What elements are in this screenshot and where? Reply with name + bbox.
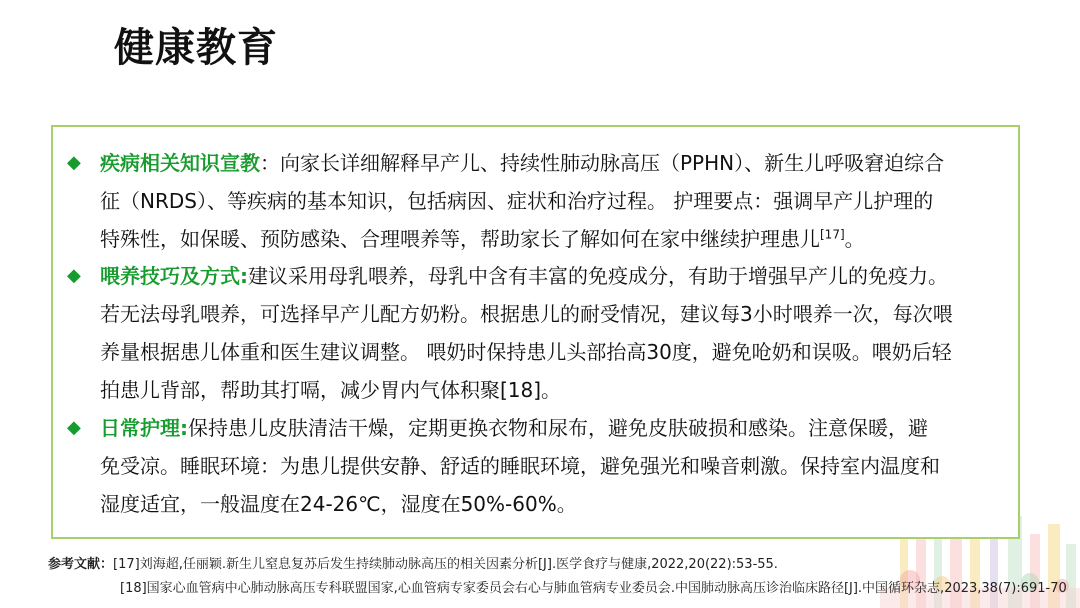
item-heading: 日常护理: xyxy=(100,416,188,440)
item-text-line: 若无法母乳喂养，可选择早产儿配方奶粉。根据患儿的耐受情况，建议每3小时喂养一次，每次喂 xyxy=(100,302,953,326)
item-heading: 喂养技巧及方式: xyxy=(100,264,248,288)
item-text-line: 免受凉。睡眠环境：为患儿提供安静、舒适的睡眠环境，避免强光和噪音刺激。保持室内温度和 xyxy=(100,454,940,478)
reference-17: [17]刘海超,任丽颖.新生儿窒息复苏后发生持续肺动脉高压的相关因素分析[J].医学食疗与健康,2022,20(22):53-55. xyxy=(113,557,778,572)
item-text-line: ：向家长详细解释早产儿、持续性肺动脉高压（PPHN）、新生儿呼吸窘迫综合 xyxy=(260,151,945,175)
list-item-daily-care xyxy=(67,409,1007,523)
diamond-bullet-icon: ◆ xyxy=(67,152,81,173)
item-text-line: 征（NRDS）、等疾病的基本知识，包括病因、症状和治疗过程。 护理要点：强调早产儿护理的 xyxy=(100,189,934,213)
item-text-line: 湿度适宜，一般温度在24-26℃，湿度在50%-60%。 xyxy=(100,492,577,516)
reference-line xyxy=(48,553,1080,577)
item-text-line: 拍患儿背部，帮助其打嗝，减少胃内气体积聚[18]。 xyxy=(100,378,562,402)
reference-line xyxy=(48,577,1080,601)
content-panel xyxy=(51,125,1020,539)
list-item-feeding-techniques xyxy=(67,257,1007,409)
item-text-ending: 。 xyxy=(844,227,865,251)
page-title: 健康教育 xyxy=(114,25,278,71)
reference-18: [18]国家心血管病中心肺动脉高压专科联盟国家,心血管病专家委员会右心与肺血管病专业委员会.中国肺动脉高压诊治临床路径[J].中国循环杂志,2023,38(7):691-70 xyxy=(120,581,1067,596)
diamond-bullet-icon: ◆ xyxy=(67,417,81,438)
item-text-line: 养量根据患儿体重和医生建议调整。 喂奶时保持患儿头部抬高30度，避免呛奶和误吸。喂奶后轻 xyxy=(100,340,952,364)
list-item-disease-education xyxy=(67,144,1007,258)
diamond-bullet-icon: ◆ xyxy=(67,265,81,286)
item-heading: 疾病相关知识宣教 xyxy=(100,151,260,175)
citation-superscript: [17] xyxy=(820,227,845,242)
references-label: 参考文献： xyxy=(48,557,114,572)
references-section xyxy=(48,553,1080,601)
item-text-line: 保持患儿皮肤清洁干燥，定期更换衣物和尿布，避免皮肤破损和感染。注意保暖，避 xyxy=(188,416,928,440)
item-text-line: 建议采用母乳喂养，母乳中含有丰富的免疫成分，有助于增强早产儿的免疫力。 xyxy=(248,264,948,288)
item-text-line: 特殊性，如保暖、预防感染、合理喂养等，帮助家长了解如何在家中继续护理患儿 xyxy=(100,227,820,251)
